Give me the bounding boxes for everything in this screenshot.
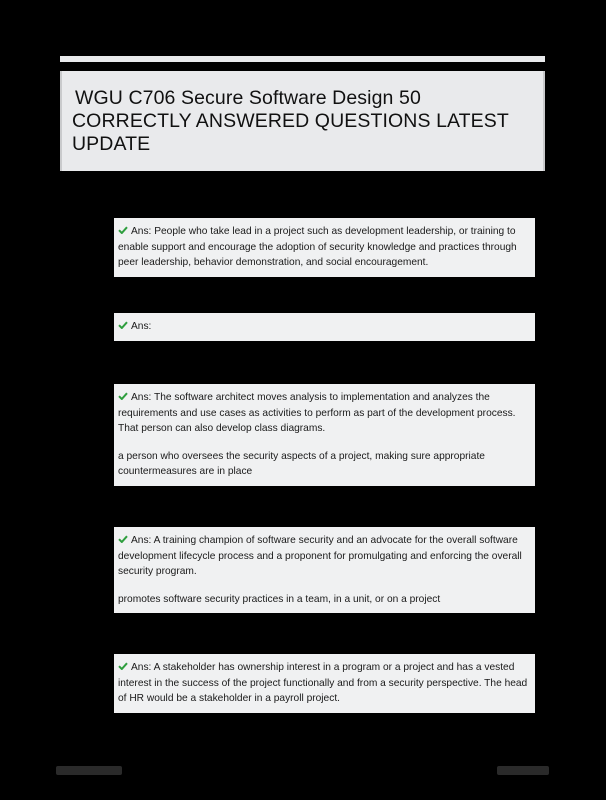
answer-card-3 [114, 384, 535, 486]
page-title [72, 87, 531, 156]
answer-text: Ans: A stakeholder has ownership interest in a program or a project and has a vested interest in the success of the project functionally and from a security perspective. The head of HR would be a stakeholder in a payroll project. [118, 662, 528, 704]
answer-card-2 [114, 313, 535, 341]
answer-text: Ans: People who take lead in a project such as development leadership, or training to enable support and encourage the adoption of security knowledge and practices through peer leadership, behavior demonstration, and social encouragement. [118, 226, 517, 268]
answer-card-5 [114, 654, 535, 713]
check-icon [118, 662, 128, 670]
title-box [60, 71, 545, 171]
title-line-2: CORRECTLY ANSWERED QUESTIONS LATEST [72, 110, 509, 132]
answer-card-4 [114, 527, 535, 613]
title-line-1: WGU C706 Secure Software Design 50 [75, 87, 421, 109]
answer-text: Ans: A training champion of software security and an advocate for the overall software development lifecycle process and a proponent for promulgating and enforcing the overall security program. [118, 535, 522, 577]
answer-card-1 [114, 218, 535, 277]
header-bar [60, 56, 545, 62]
check-icon [118, 321, 128, 329]
title-line-3: UPDATE [72, 133, 151, 155]
answer-text: Ans: [131, 321, 152, 332]
check-icon [118, 392, 128, 400]
check-icon [118, 535, 128, 543]
answer-extra: a person who oversees the security aspects of a project, making sure appropriate countermeasures are in place [118, 450, 485, 477]
answer-extra: promotes software security practices in a team, in a unit, or on a project [118, 593, 441, 605]
footer-left-mark [56, 766, 122, 775]
check-icon [118, 226, 128, 234]
answer-text: Ans: The software architect moves analysis to implementation and analyzes the requirements and use cases as activities to perform as part of the development process. That person can also develop class diagrams. [118, 392, 516, 434]
footer-right-mark [497, 766, 549, 775]
